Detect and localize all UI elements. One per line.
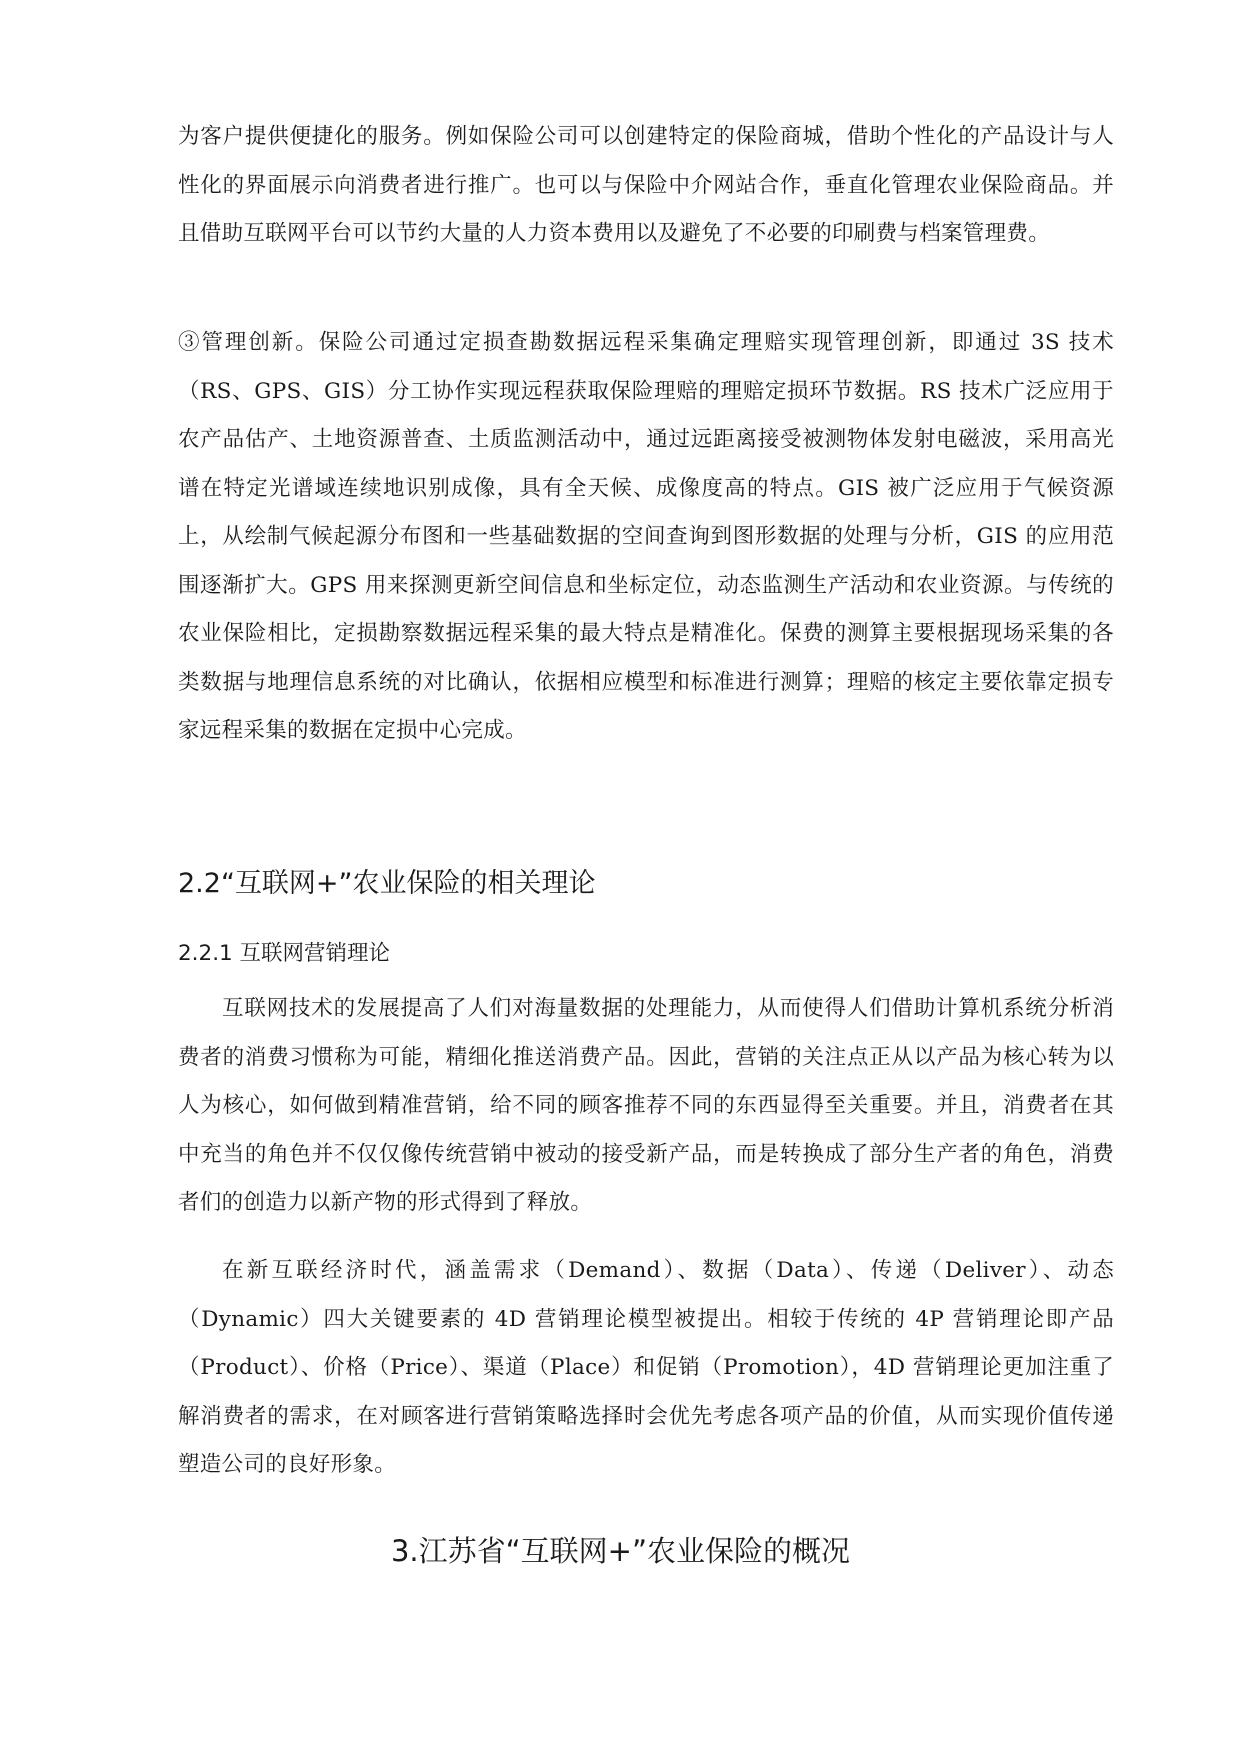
paragraph-service-convenience: 为客户提供便捷化的服务。例如保险公司可以创建特定的保险商城，借助个性化的产品设计与人性化的界面展示向消费者进行推广。也可以与保险中介网站合作，垂直化管理农业保险商品。并且借助互联网平台可以节约大量的人力资本费用以及避免了不必要的印刷费与档案管理费。 (178, 124, 1114, 246)
section-heading-2-2: 2.2“互联网+”农业保险的相关理论 (178, 868, 596, 899)
paragraph-management-innovation: ③管理创新。保险公司通过定损查勘数据远程采集确定理赔实现管理创新，即通过 3S 技术（RS、GPS、GIS）分工协作实现远程获取保险理赔的理赔定损环节数据。RS 技术广泛应用于农产品估产、土地资源普查、土质监测活动中，通过远距离接受被测物体发射电磁波，采用高光谱在特定光谱域连续地识别成像，具有全天候、成像度高的特点。GIS 被广泛应用于气候资源上，从绘制气候起源分布图和一些基础数据的空间查询到图形数据的处理与分析，GIS 的应用范围逐渐扩大。GPS 用来探测更新空间信息和坐标定位，动态监测生产活动和农业资源。与传统的农业保险相比，定损勘察数据远程采集的最大特点是精准化。保费的测算主要根据现场采集的各类数据与地理信息系统的对比确认，依据相应模型和标准进行测算；理赔的核定主要依靠定损专家远程采集的数据在定损中心完成。 (178, 330, 1114, 743)
paragraph-internet-marketing: 互联网技术的发展提高了人们对海量数据的处理能力，从而使得人们借助计算机系统分析消费者的消费习惯称为可能，精细化推送消费产品。因此，营销的关注点正从以产品为核心转为以人为核心，如何做到精准营销，给不同的顾客推荐不同的东西显得至关重要。并且，消费者在其中充当的角色并不仅仅像传统营销中被动的接受新产品，而是转换成了部分生产者的角色，消费者们的创造力以新产物的形式得到了释放。 (178, 996, 1114, 1215)
subsection-heading-2-2-1: 2.2.1 互联网营销理论 (178, 941, 391, 966)
paragraph-4d-marketing-theory: 在新互联经济时代，涵盖需求（Demand）、数据（Data）、传递（Deliver）、动态（Dynamic）四大关键要素的 4D 营销理论模型被提出。相较于传统的 4P 营销理论即产品（Product）、价格（Price）、渠道（Place）和促销（Promotion），4D 营销理论更加注重了解消费者的需求，在对顾客进行营销策略选择时会优先考虑各项产品的价值，从而实现价值传递塑造公司的良好形象。 (178, 1258, 1114, 1477)
chapter-heading-3: 3.江苏省“互联网+”农业保险的概况 (390, 1534, 851, 1568)
